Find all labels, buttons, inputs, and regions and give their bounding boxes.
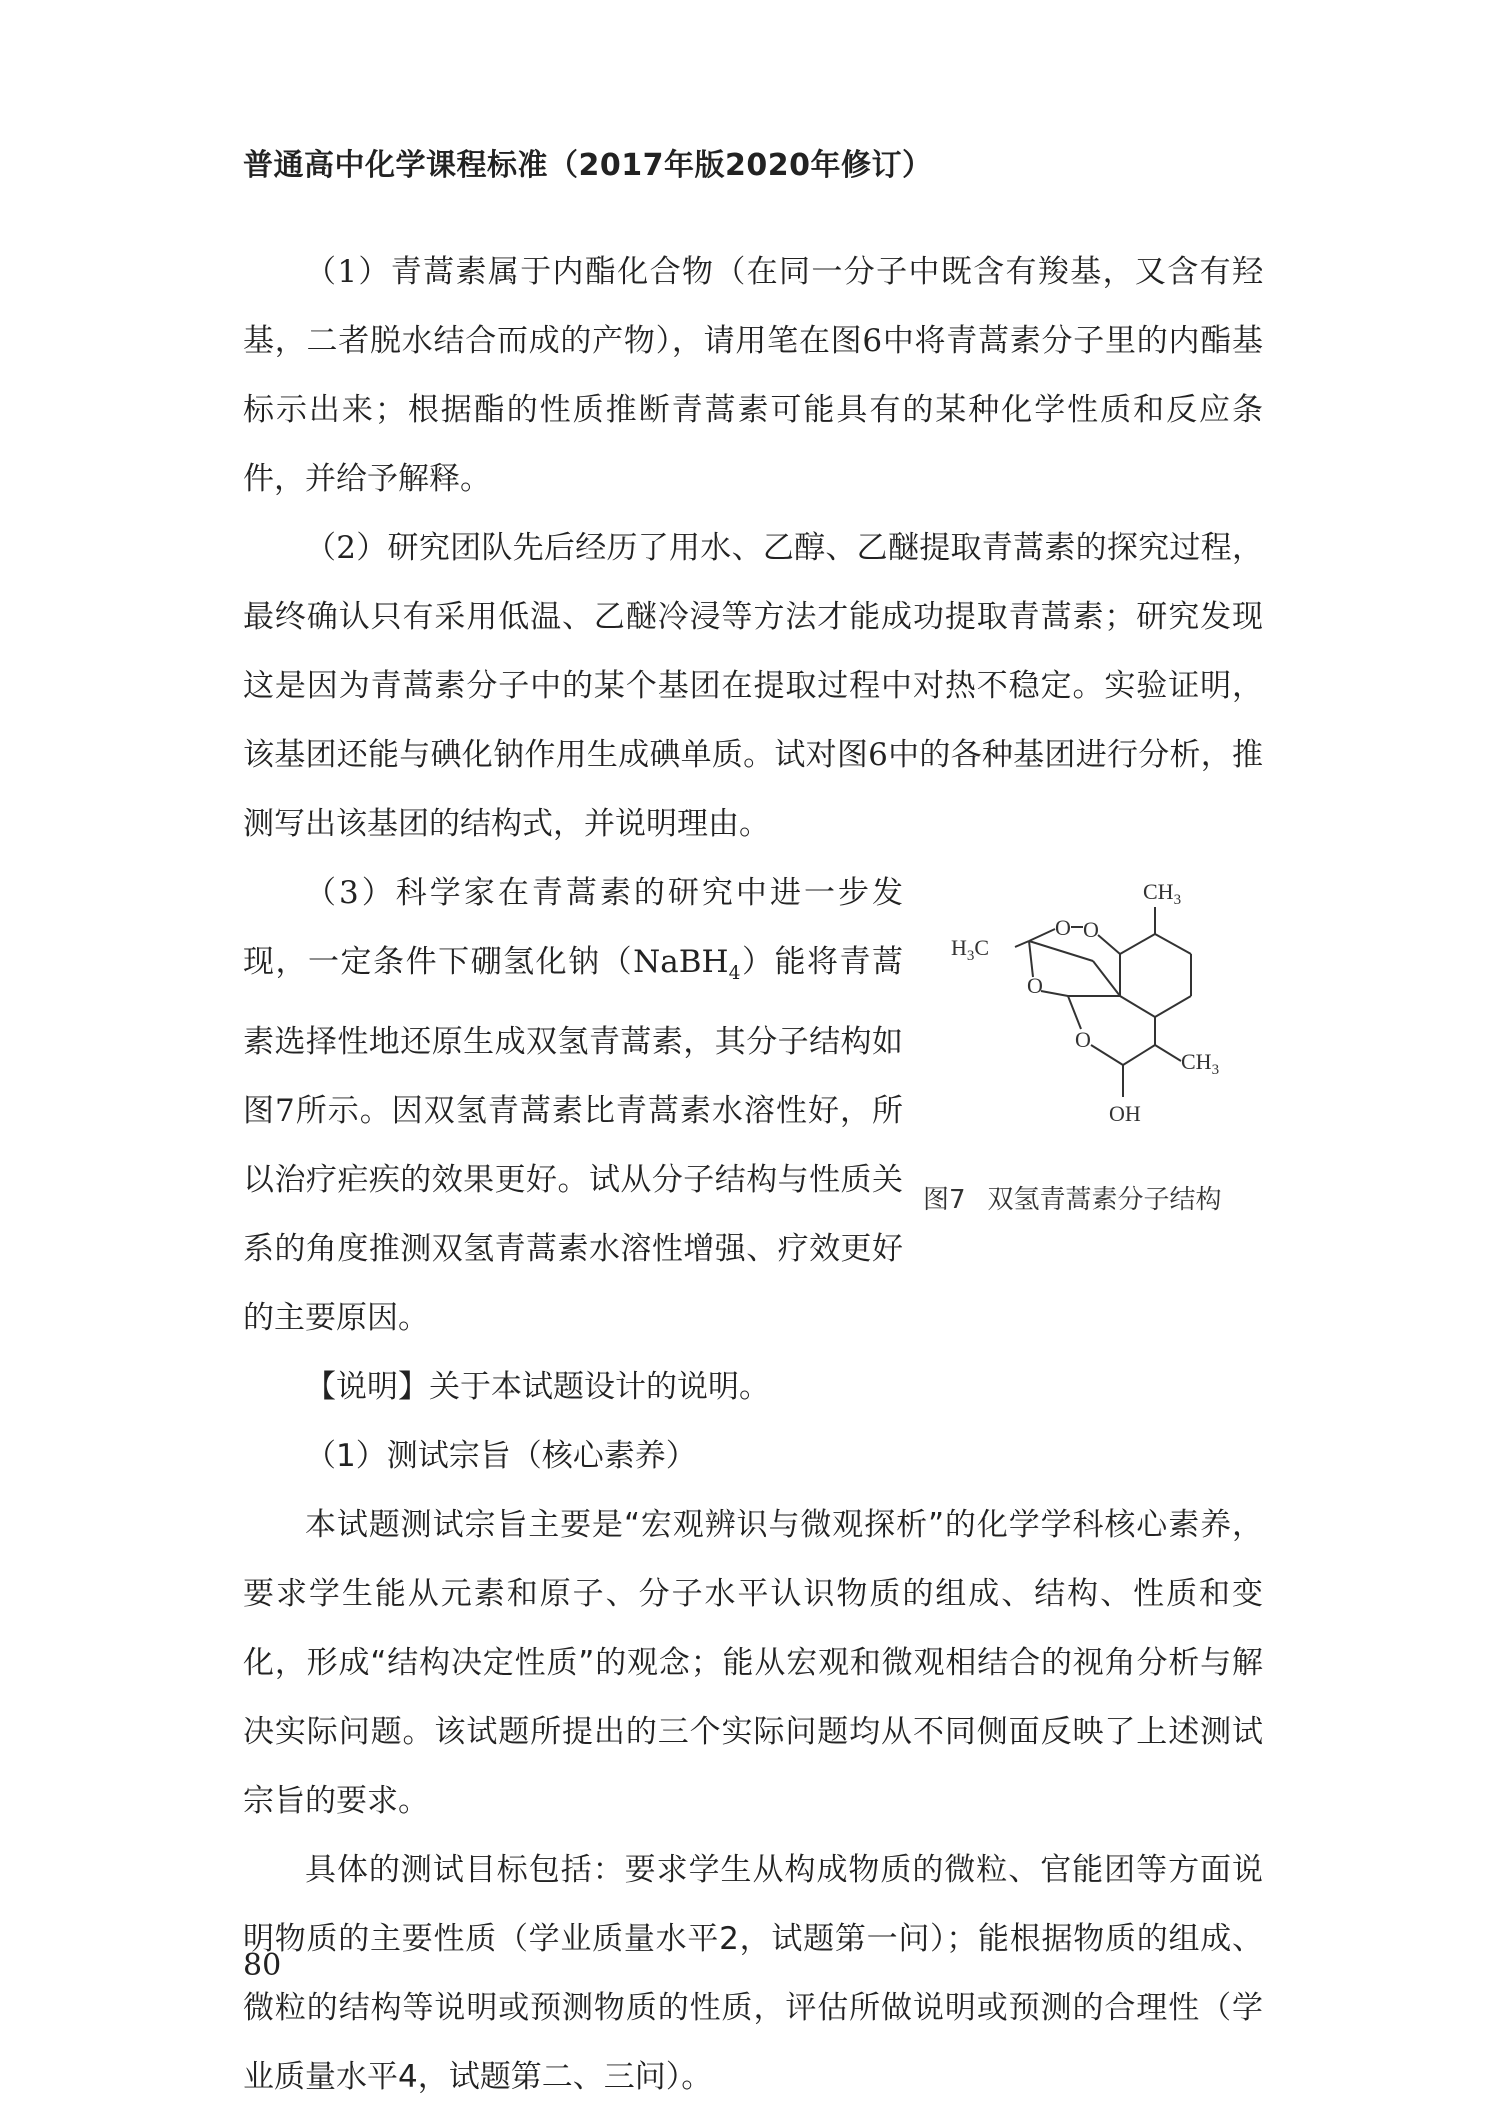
question-1: （1）青蒿素属于内酯化合物（在同一分子中既含有羧基，又含有羟基，二者脱水结合而成的产物），请用笔在图6中将青蒿素分子里的内酯基标示出来；根据酯的性质推断青蒿素可能具有的某种化学性质和反应条件，并给予解释。 xyxy=(243,254,1263,497)
question-3-subscript: 4 xyxy=(728,963,741,985)
explanation-paragraph-1: 本试题测试宗旨主要是“宏观辨识与微观探析”的化学学科核心素养，要求学生能从元素和原子、分子水平认识物质的组成、结构、性质和变化，形成“结构决定性质”的观念；能从宏观和微观相结合的视角分析与解决实际问题。该试题所提出的三个实际问题均从不同侧面反映了上述测试宗旨的要求。 xyxy=(243,1507,1263,1820)
figure-number: 图7 xyxy=(923,1185,966,1215)
question-3-part-a: （3）科学家在青蒿素的研究中进一步发现，一定条件下硼氢化钠（NaBH xyxy=(243,875,903,980)
page-number: 80 xyxy=(243,1948,282,1983)
label-oxygen-4: O xyxy=(1075,1027,1091,1052)
question-3-row xyxy=(243,859,1263,1353)
explanation-heading: 【说明】关于本试题设计的说明。 xyxy=(305,1369,770,1406)
running-title: 普通高中化学课程标准（2017年版2020年修订） xyxy=(243,148,933,183)
label-h3c-left: $H_3C$ xyxy=(951,935,990,964)
label-hydroxyl: OH xyxy=(1109,1101,1141,1126)
explanation-paragraph-2: 具体的测试目标包括：要求学生从构成物质的微粒、官能团等方面说明物质的主要性质（学业质量水平2，试题第一问）；能根据物质的组成、微粒的结构等说明或预测物质的性质，评估所做说明或预测的合理性（学业质量水平4，试题第二、三问）。 xyxy=(243,1852,1263,2096)
question-block xyxy=(243,238,1263,2112)
figure-7 xyxy=(923,869,1263,1216)
label-ch3-top: $CH_3$ xyxy=(1143,879,1182,908)
label-oxygen-2: O xyxy=(1083,917,1099,942)
question-3 xyxy=(243,859,903,1353)
question-2: （2）研究团队先后经历了用水、乙醇、乙醚提取青蒿素的探究过程，最终确认只有采用低温、乙醚冷浸等方法才能成功提取青蒿素；研究发现这是因为青蒿素分子中的某个基团在提取过程中对热不稳定。实验证明，该基团还能与碘化钠作用生成碘单质。试对图6中的各种基团进行分析，推测写出该基团的结构式，并说明理由。 xyxy=(243,530,1263,842)
question-3-part-b: ）能将青蒿素选择性地还原生成双氢青蒿素，其分子结构如图7所示。因双氢青蒿素比青蒿素水溶性好，所以治疗疟疾的效果更好。试从分子结构与性质关系的角度推测双氢青蒿素水溶性增强、疗效更好的主要原因。 xyxy=(243,944,904,1337)
label-oxygen-3: O xyxy=(1027,973,1043,998)
dihydroartemisinin-structure-diagram xyxy=(923,869,1263,1169)
figure-caption-text: 双氢青蒿素分子结构 xyxy=(987,1185,1222,1215)
explanation-subheading-1: （1）测试宗旨（核心素养） xyxy=(305,1438,697,1475)
label-oxygen-1: O xyxy=(1055,915,1071,940)
figure-caption xyxy=(923,1179,1263,1216)
label-ch3-right: $CH_3$ xyxy=(1181,1049,1220,1078)
